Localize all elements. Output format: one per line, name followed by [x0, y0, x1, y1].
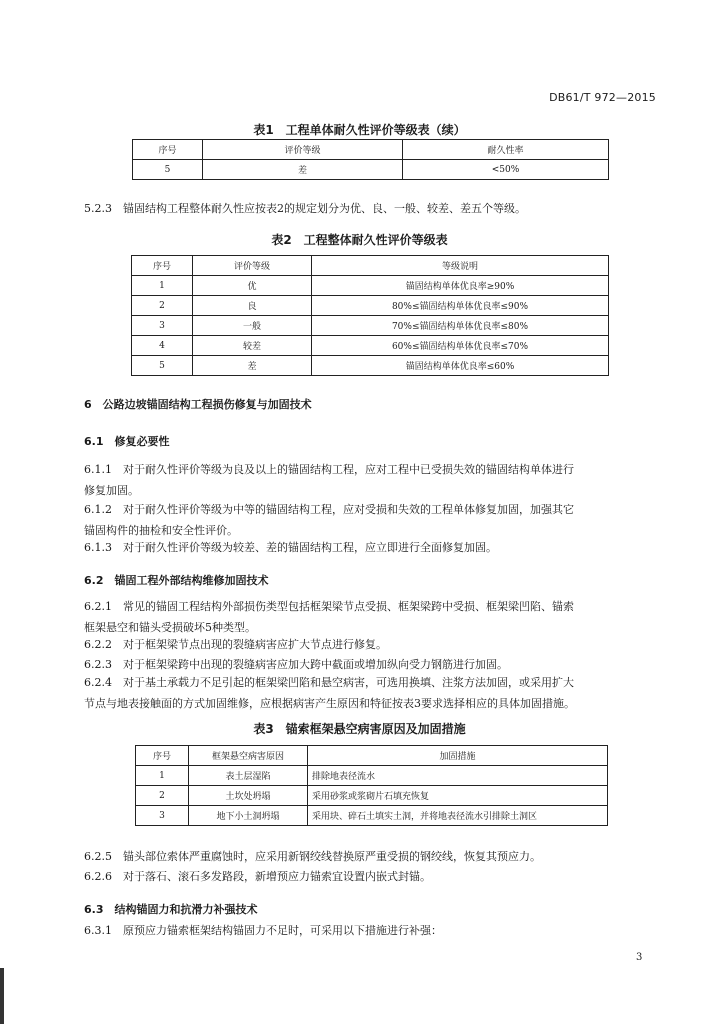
paragraph-6-1-2	[84, 499, 658, 541]
table-cell: 5	[133, 160, 203, 180]
table-row	[132, 316, 609, 336]
paragraph-line: 6.1.1 对于耐久性评价等级为良及以上的锚固结构工程，应对工程中已受损失效的锚固结构单体进行	[84, 463, 574, 476]
table-row	[132, 276, 609, 296]
paragraph-line: 6.2.4 对于基土承载力不足引起的框架梁凹陷和悬空病害，可选用换填、注浆方法加固，或采用扩大	[84, 676, 574, 689]
table-header-cell: 框架悬空病害原因	[189, 746, 308, 766]
paragraph-line: 节点与地表接触面的方式加固维修，应根据病害产生原因和特征按表3要求选择相应的具体加固措施。	[84, 697, 575, 710]
table1	[132, 139, 609, 180]
table-cell: 一般	[193, 316, 312, 336]
table-cell: 良	[193, 296, 312, 316]
table-cell: 采用块、碎石土填实土洞，并将地表径流水引排除土洞区	[308, 806, 608, 826]
table-cell: <50%	[403, 160, 609, 180]
paragraph-line: 6.2.1 常见的锚固工程结构外部损伤类型包括框架梁节点受损、框架梁跨中受损、框架梁凹陷、锚索	[84, 600, 574, 613]
table-row	[133, 160, 609, 180]
table-cell: 60%≤锚固结构单体优良率≤70%	[312, 336, 609, 356]
table-cell: 5	[132, 356, 193, 376]
table-cell: 1	[136, 766, 189, 786]
paragraph-6-3-1: 6.3.1 原预应力锚索框架结构锚固力不足时，可采用以下措施进行补强：	[84, 924, 442, 937]
table-header-cell: 序号	[132, 256, 193, 276]
table-header-row	[136, 746, 608, 766]
table-cell: 差	[193, 356, 312, 376]
table-header-row	[132, 256, 609, 276]
table2-caption: 表2 工程整体耐久性评价等级表	[271, 233, 448, 247]
table3	[135, 745, 608, 826]
table-cell: 优	[193, 276, 312, 296]
table-cell: 锚固结构单体优良率≤60%	[312, 356, 609, 376]
table-cell: 1	[132, 276, 193, 296]
paragraph-6-2-5: 6.2.5 锚头部位索体严重腐蚀时，应采用新钢绞线替换原严重受损的钢绞线，恢复其预应力。	[84, 850, 541, 863]
table-cell: 2	[136, 786, 189, 806]
table-header-cell: 评价等级	[203, 140, 403, 160]
paragraph-line: 修复加固。	[84, 484, 139, 497]
paragraph-6-2-2: 6.2.2 对于框架梁节点出现的裂缝病害应扩大节点进行修复。	[84, 638, 387, 651]
paragraph-6-1-1	[84, 459, 658, 501]
table-header-cell: 序号	[133, 140, 203, 160]
table-cell: 排除地表径流水	[308, 766, 608, 786]
table-cell: 4	[132, 336, 193, 356]
table-row	[132, 356, 609, 376]
table-header-cell: 加固措施	[308, 746, 608, 766]
table-cell: 土坎处坍塌	[189, 786, 308, 806]
paragraph-5-2-3: 5.2.3 锚固结构工程整体耐久性应按表2的规定划分为优、良、一般、较差、差五个等级。	[84, 202, 526, 215]
paragraph-6-1-3: 6.1.3 对于耐久性评价等级为较差、差的锚固结构工程，应立即进行全面修复加固。	[84, 541, 497, 554]
table-row	[136, 806, 608, 826]
table1-caption: 表1 工程单体耐久性评价等级表（续）	[253, 123, 466, 137]
table-row	[132, 296, 609, 316]
paragraph-line: 锚固构件的抽检和安全性评价。	[84, 524, 238, 537]
paragraph-line: 6.1.2 对于耐久性评价等级为中等的锚固结构工程，应对受损和失效的工程单体修复加固，加强其它	[84, 503, 574, 516]
table-cell: 地下小土洞坍塌	[189, 806, 308, 826]
table-cell: 表土层湿陷	[189, 766, 308, 786]
paragraph-6-2-1	[84, 596, 658, 638]
table-cell: 采用砂浆或浆砌片石填充恢复	[308, 786, 608, 806]
table-cell: 差	[203, 160, 403, 180]
table-cell: 3	[136, 806, 189, 826]
section-6-heading: 6 公路边坡锚固结构工程损伤修复与加固技术	[84, 398, 312, 411]
table-row	[136, 766, 608, 786]
paragraph-6-2-3: 6.2.3 对于框架梁跨中出现的裂缝病害应加大跨中截面或增加纵向受力钢筋进行加固。	[84, 658, 508, 671]
standard-code: DB61/T 972—2015	[549, 91, 656, 104]
table-cell: 锚固结构单体优良率≥90%	[312, 276, 609, 296]
section-6-1-heading: 6.1 修复必要性	[84, 435, 170, 448]
scan-edge-mark	[0, 968, 4, 1024]
table-cell: 2	[132, 296, 193, 316]
table-cell: 3	[132, 316, 193, 336]
table-cell: 70%≤锚固结构单体优良率≤80%	[312, 316, 609, 336]
table2	[131, 255, 609, 376]
paragraph-line: 框架悬空和锚头受损破坏5种类型。	[84, 621, 256, 634]
table-row	[136, 786, 608, 806]
table3-caption: 表3 锚索框架悬空病害原因及加固措施	[253, 722, 466, 736]
section-6-2-heading: 6.2 锚固工程外部结构维修加固技术	[84, 574, 269, 587]
table-header-cell: 耐久性率	[403, 140, 609, 160]
page-number: 3	[636, 952, 643, 963]
table-cell: 较差	[193, 336, 312, 356]
table-header-cell: 等级说明	[312, 256, 609, 276]
paragraph-6-2-4	[84, 672, 658, 714]
table-header-row	[133, 140, 609, 160]
table-header-cell: 评价等级	[193, 256, 312, 276]
paragraph-6-2-6: 6.2.6 对于落石、滚石多发路段，新增预应力锚索宜设置内嵌式封锚。	[84, 870, 431, 883]
table-cell: 80%≤锚固结构单体优良率≤90%	[312, 296, 609, 316]
section-6-3-heading: 6.3 结构锚固力和抗滑力补强技术	[84, 903, 258, 916]
table-row	[132, 336, 609, 356]
table-header-cell: 序号	[136, 746, 189, 766]
